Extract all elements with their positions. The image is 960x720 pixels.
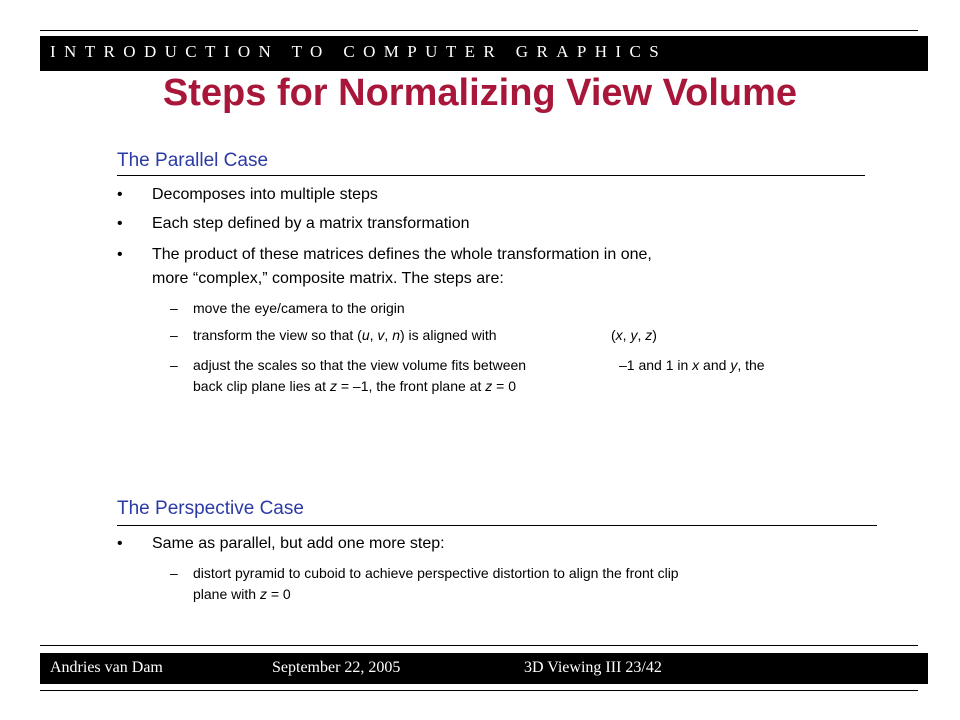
bullet-glyph: • [117,535,123,552]
dash-glyph: – [170,565,178,581]
footer-date: September 22, 2005 [272,659,401,676]
parallel-heading-rule [117,175,865,176]
footer-slide-ref: 3D Viewing III 23/42 [524,659,662,676]
top-rule [40,30,918,31]
sub-item-text: adjust the scales so that the view volume fits between [193,357,527,373]
sub-item-text: (x, y, z) [611,327,657,343]
sub-item-text: back clip plane lies at z = –1, the front plane at z = 0 [193,378,516,394]
perspective-heading-rule [117,525,877,526]
dash-glyph: – [170,300,178,316]
bullet-glyph: • [117,246,123,263]
perspective-case-heading: The Perspective Case [117,498,304,519]
sub-item-text: plane with z = 0 [193,586,291,602]
footer-bottom-rule [40,690,918,691]
dash-glyph: – [170,357,178,373]
sub-item-text: –1 and 1 in x and y, the [619,357,765,373]
bullet-text: Decomposes into multiple steps [152,186,378,203]
bullet-glyph: • [117,215,123,232]
parallel-case-heading: The Parallel Case [117,150,269,171]
sub-item-text: transform the view so that (u, v, n) is aligned with [193,327,497,343]
footer-band [40,653,928,684]
bullet-text: The product of these matrices defines the whole transformation in one, [152,246,652,263]
footer-top-rule [40,645,918,646]
footer-author: Andries van Dam [50,659,163,676]
dash-glyph: – [170,327,178,343]
bullet-glyph: • [117,186,123,203]
sub-item-text: move the eye/camera to the origin [193,300,405,316]
bullet-text: more “complex,” composite matrix. The steps are: [152,270,504,287]
sub-item-text: distort pyramid to cuboid to achieve perspective distortion to align the front clip [193,565,679,581]
bullet-text: Same as parallel, but add one more step: [152,535,445,552]
course-title: INTRODUCTION TO COMPUTER GRAPHICS [50,42,668,61]
slide-title: Steps for Normalizing View Volume [162,72,798,114]
bullet-text: Each step defined by a matrix transformation [152,215,470,232]
